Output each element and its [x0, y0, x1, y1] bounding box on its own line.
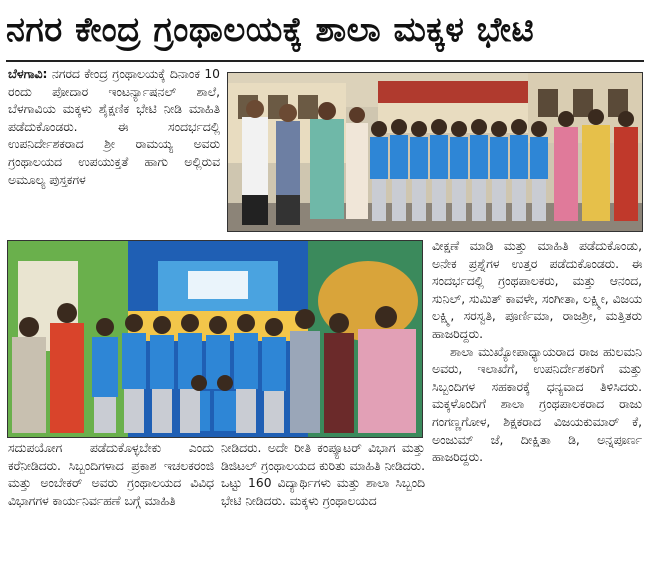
headline-divider — [6, 60, 644, 62]
photo-inside-scene — [8, 241, 422, 437]
column-2-bottom — [221, 440, 425, 578]
photo-group-inside — [7, 240, 423, 438]
col1-top-text: ನಗರದ ಕೇಂದ್ರ ಗ್ರಂಥಾಲಯಕ್ಕೆ ದಿನಾಂಕ 10 ರಂದು ಪೋದಾರ ಇಂಟರ್ನ್ಯಾಷನಲ್ ಶಾಲೆ, ಬೆಳಗಾವಿಯ ಮಕ್ಕಳು ಶೈಕ್ಷಣಿಕ ಭೇಟಿ ನೀಡಿ ಮಾಹಿತಿ ಪಡೆದುಕೊಂಡರು. ಈ ಸಂದರ್ಭದಲ್ಲಿ ಉಪನಿರ್ದೇಶಕರಾದ ಶ್ರೀ ರಾಮಯ್ಯ ಅವರು ಗ್ರಂಥಾಲಯದ ಉಪಯುಕ್ತತೆ ಹಾಗು ಅಲ್ಲಿರುವ ಅಮೂಲ್ಯ ಪುಸ್ತಕಗಳ — [8, 67, 220, 187]
photo-group-outside — [227, 72, 643, 232]
col1-bottom-text: ಸದುಪಯೋಗ ಪಡೆದುಕೊಳ್ಳಬೇಕು ಎಂದು ಕರೆನೀಡಿದರು. ಸಿಬ್ಬಂದಿಗಳಾದ ಪ್ರಕಾಶ ಇಚಲಕರಂಜಿ ಮತ್ತು ಅಂಬೇಕರ್ ಅವರು ಗ್ರಂಥಾಲಯದ ವಿವಿಧ ವಿಭಾಗಗಳ ಕಾರ್ಯನಿರ್ವಹಣೆ ಬಗ್ಗೆ ಮಾಹಿತಿ — [8, 441, 214, 508]
col2-bottom-text: ನೀಡಿದರು. ಅದೇ ರೀತಿ ಕಂಪ್ಯೂಟರ್ ವಿಭಾಗ ಮತ್ತು ಡಿಜಿಟಲ್ ಗ್ರಂಥಾಲಯದ ಕುರಿತು ಮಾಹಿತಿ ನೀಡಿದರು. ಒಟ್ಟು 160 ವಿದ್ಯಾರ್ಥಿಗಳು ಮತ್ತು ಶಾಲಾ ಸಿಬ್ಬಂದಿ ಭೇಟಿ ನೀಡಿದರು. ಮಕ್ಕಳು ಗ್ರಂಥಾಲಯದ — [221, 441, 425, 508]
col3-paragraph-2: ಶಾಲಾ ಮುಖ್ಯೋಪಾಧ್ಯಾಯರಾದ ರಾಜ ಹುಲಮನಿ ಅವರು, ಇಲಾಖೆಗೆ, ಉಪನಿರ್ದೇಶಕರಿಗೆ ಮತ್ತು ಸಿಬ್ಬಂದಿಗಳ ಸಹಕಾರಕ್ಕೆ ಧನ್ಯವಾದ ತಿಳಿಸಿದರು. ಮಕ್ಕಳೊಂದಿಗೆ ಶಾಲಾ ಗ್ರಂಥಪಾಲಕರಾದ ರಾಜು ಗಂಗಣ್ಣಗೋಳ, ಶಿಕ್ಷಕರಾದ ವಿಜಯಕುಮಾರ್ ಕೆ, ಅಂಜುಮ್ ಜೆ, ದೀಕ್ಷಿತಾ ಡಿ, ಅನ್ನಪೂರ್ಣ ಹಾಜರಿದ್ದರು. — [432, 344, 642, 465]
column-1-top — [8, 66, 220, 238]
dateline: ಬೆಳಗಾವಿ: — [8, 67, 48, 81]
column-3 — [432, 238, 642, 578]
col3-paragraph-1: ವೀಕ್ಷಣೆ ಮಾಡಿ ಮತ್ತು ಮಾಹಿತಿ ಪಡೆದುಕೊಂಡು, ಅನೇಕ ಪ್ರಶ್ನೆಗಳ ಉತ್ತರ ಪಡೆದುಕೊಂಡರು. ಈ ಸಂದರ್ಭದಲ್ಲಿ ಗ್ರಂಥಪಾಲಕರು, ಮತ್ತು ಆನಂದ, ಸುನಿಲ್, ಸುಮಿತ್ ಕಾವಳೇ, ಸಂಗೀತಾ, ಲಕ್ಷ್ಮೀ, ವಿಜಯ ಲಕ್ಷ್ಮಿ, ಸರಸ್ವತಿ, ಪೂರ್ಣಿಮಾ, ರಾಜಶ್ರೀ, ಮತ್ತಿತರು ಹಾಜರಿದ್ದರು. — [432, 239, 642, 341]
column-1-bottom — [8, 440, 214, 578]
article-headline: ನಗರ ಕೇಂದ್ರ ಗ್ರಂಥಾಲಯಕ್ಕೆ ಶಾಲಾ ಮಕ್ಕಳ ಭೇಟಿ — [6, 10, 535, 50]
photo-outside-scene — [228, 73, 642, 231]
